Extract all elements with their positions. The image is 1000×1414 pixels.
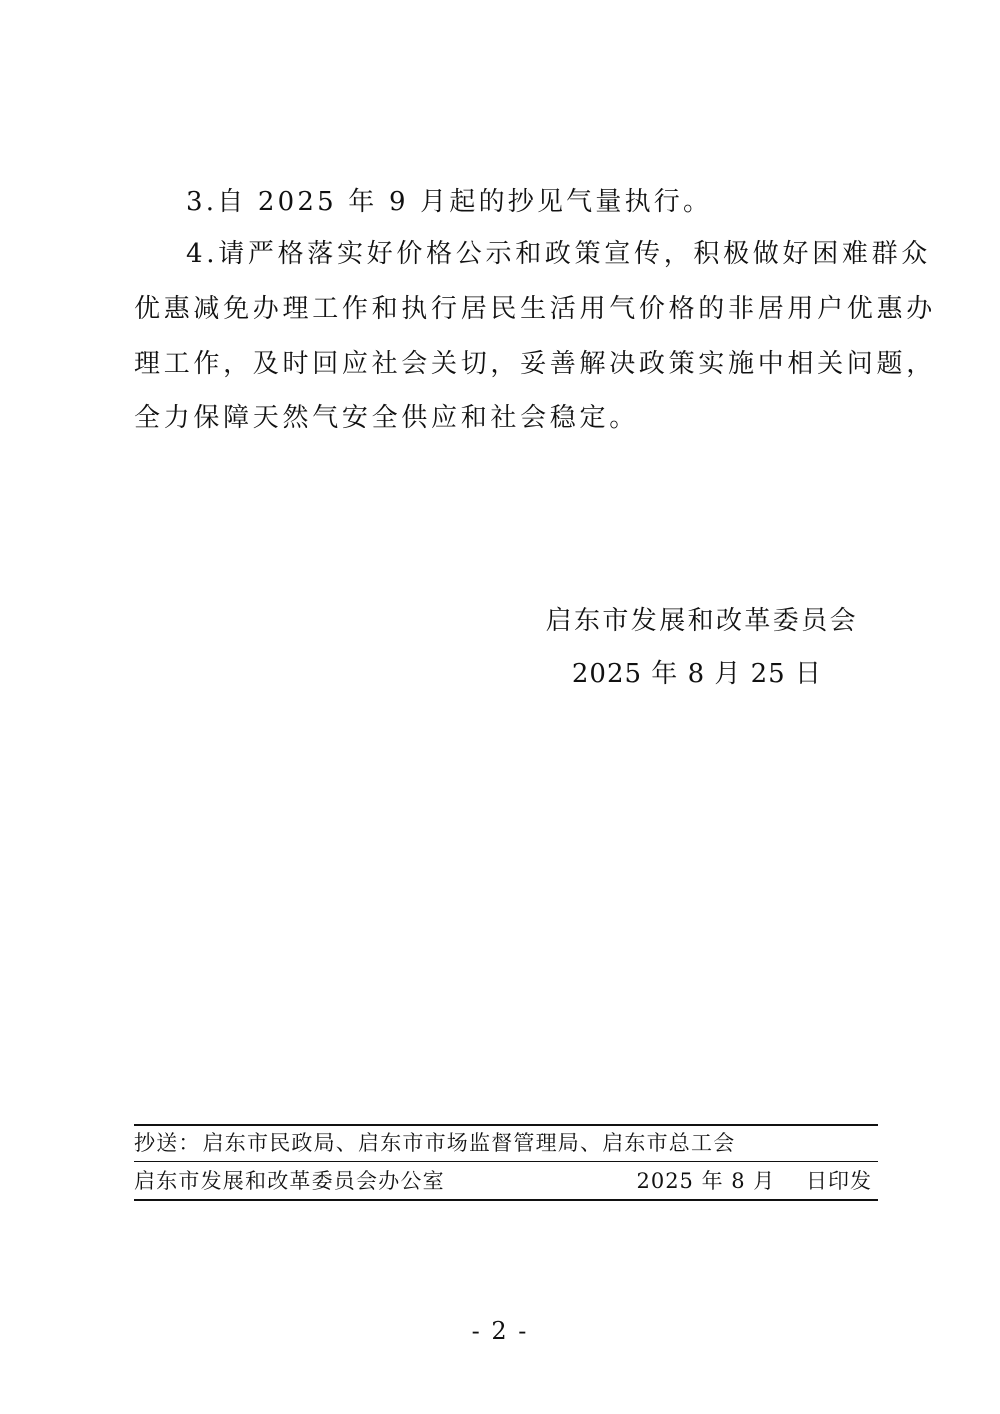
- issue-date: 2025 年 8 月 日印发: [636, 1169, 872, 1193]
- cc-label: 抄送：: [134, 1131, 201, 1155]
- issuing-office: 启东市发展和改革委员会办公室: [134, 1169, 445, 1193]
- paragraph-4-line-4: 全力保障天然气安全供应和社会稳定。: [134, 403, 639, 433]
- footer-middle-rule: [134, 1161, 878, 1162]
- page-number: - 2 -: [471, 1317, 529, 1345]
- footer-bottom-rule: [134, 1199, 878, 1201]
- footer-top-rule: [134, 1124, 878, 1126]
- cc-line: [134, 1128, 735, 1158]
- paragraph-4-line-3: 理工作，及时回应社会关切，妥善解决政策实施中相关问题，: [134, 349, 936, 379]
- paragraph-4-line-2: 优惠减免办理工作和执行居民生活用气价格的非居用户优惠办: [134, 294, 936, 324]
- signature-organization: 启东市发展和改革委员会: [545, 606, 858, 636]
- paragraph-4-line-1: 4.请严格落实好价格公示和政策宣传，积极做好困难群众: [186, 239, 932, 269]
- paragraph-3: 3.自 2025 年 9 月起的抄见气量执行。: [186, 187, 713, 217]
- cc-recipients: 启东市民政局、启东市市场监督管理局、启东市总工会: [202, 1131, 736, 1155]
- signature-date: 2025 年 8 月 25 日: [571, 659, 822, 689]
